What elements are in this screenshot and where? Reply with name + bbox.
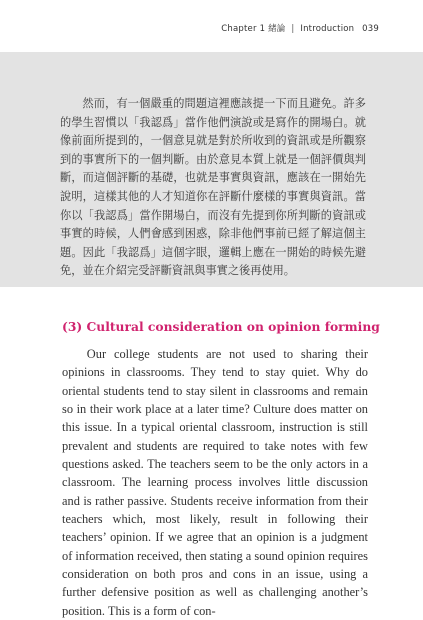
chinese-paragraph: 然而，有一個嚴重的問題這裡應該提一下而且避免。許多的學生習慣以「我認爲」當作他們演說或是寫作的開場白。就像前面所提到的，一個意見就是對於所收到的資訊或是所觀察到的事實所下的一個判斷。由於意見本質上就是一個評價與判斷，而這個評斷的基礎，也就是事實與資訊，應該在一開始先說明，這樣其他的人才知道你在評斷什麼樣的事實與資訊。當你以「我認爲」當作開場白，而沒有先提到你所判斷的資訊或事實的時候，人們會感到困惑，除非他們事前已經了解這個主題。因此「我認爲」這個字眼，邏輯上應在一開始的時候先避免，並在介紹完受評斷資訊與事實之後再使用。 <box>60 97 366 278</box>
header-text <box>221 22 379 34</box>
header-chapter-cn: 緒論 <box>268 24 286 34</box>
page-number: 039 <box>362 24 379 34</box>
header-chapter-en: Introduction <box>300 24 355 34</box>
header-chapter: Chapter 1 <box>221 24 266 34</box>
running-header <box>0 0 423 48</box>
header-separator: | <box>291 24 295 34</box>
english-paragraph: Our college students are not used to sharing their opinions in classrooms. They tend to stay quiet. Why do oriental students tend to stay silent in classrooms and remain so in their work place at a later time? Culture does matter on this issue. In a typical oriental classroom, instruction is still prevalent and students are required to take notes with few questions asked. The teachers seem to be the only actors in a classroom. The learning process involves little discussion and is rather passive. Students receive information from their teachers which, most likely, result in following their teachers’ opinion. If we agree that an opinion is a judgment of information received, then stating a sound opinion requires consideration on both pros and cons in an issue, using a further defensive position as well as challenging another’s position. This is a form of con- <box>62 347 368 618</box>
section-heading: (3) Cultural consideration on opinion forming <box>62 319 380 334</box>
